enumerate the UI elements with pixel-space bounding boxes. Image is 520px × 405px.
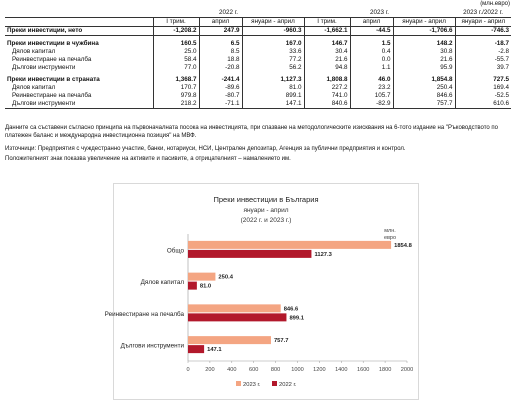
legend-swatch: [272, 381, 277, 386]
bar-2023: [188, 273, 215, 281]
row-label: Дялов капитал: [12, 48, 56, 55]
table-row: [5, 92, 511, 100]
table-cell: 39.7: [455, 64, 511, 72]
x-tick-label: 1200: [313, 367, 326, 373]
table-cell: 21.6: [393, 56, 455, 64]
bar-value-label: 1127.3: [314, 251, 332, 258]
table-cell: 741.0: [304, 92, 350, 100]
group-2022: 2022 г.: [218, 9, 239, 16]
table-cell: 30.4: [304, 48, 350, 56]
table-cell: 81.0: [242, 84, 304, 92]
table-cell: 1,368.7: [153, 76, 199, 84]
table-cell: 25.0: [153, 48, 199, 56]
category-label: Общо: [166, 247, 184, 255]
table-cell: 160.5: [153, 40, 199, 48]
x-tick-label: 200: [205, 367, 215, 373]
bar-value-label: 250.4: [218, 274, 233, 281]
table-cell: -960.3: [242, 27, 304, 36]
unit-label-line2: евро: [383, 235, 397, 241]
column-header: I трим.: [304, 18, 350, 27]
table-cell: 46.0: [350, 76, 393, 84]
column-header: януари - април: [393, 18, 455, 27]
table-cell: -20.8: [199, 64, 242, 72]
x-tick-label: 1400: [335, 367, 348, 373]
table-row: [5, 76, 511, 84]
x-tick-label: 400: [227, 367, 237, 373]
bar-value-label: 757.7: [273, 338, 289, 345]
column-header-blank: [5, 18, 153, 27]
x-tick-label: 1800: [378, 367, 392, 373]
fdi-bar-chart: [104, 184, 418, 399]
row-label: Реинвестиране на печалба: [12, 92, 92, 99]
unit-label-line1: млн.: [384, 228, 396, 234]
table-cell: 8.5: [199, 48, 242, 56]
table-cell: 33.6: [242, 48, 304, 56]
table-cell: 167.0: [242, 40, 304, 48]
investment-table: [5, 9, 511, 109]
table-cell: 105.7: [350, 92, 393, 100]
table-cell: -18.7: [455, 40, 511, 48]
table-cell: 0.0: [350, 56, 393, 64]
table-cell: 95.9: [393, 64, 455, 72]
table-cell: 148.2: [393, 40, 455, 48]
bar-2022: [188, 250, 311, 258]
table-cell: 1,127.3: [242, 76, 304, 84]
table-cell: 58.4: [153, 56, 199, 64]
column-header: април: [199, 18, 242, 27]
table-cell: 56.2: [242, 64, 304, 72]
chart-frame: [104, 183, 419, 400]
table-cell: 757.7: [393, 100, 455, 109]
table-cell: -82.9: [350, 100, 393, 109]
bar-value-label: 81.0: [199, 283, 212, 290]
bar-2023: [188, 336, 271, 344]
table-cell: 0.4: [350, 48, 393, 56]
bar-2023: [188, 241, 391, 249]
chart-subtitle: януари - април: [243, 207, 289, 214]
x-tick-label: 2000: [400, 367, 414, 373]
column-header: януари - април: [455, 18, 511, 27]
chart-subtitle-years: (2022 г. и 2023 г.): [240, 217, 292, 224]
bar-value-label: 846.6: [283, 306, 299, 313]
bar-2023: [188, 304, 281, 312]
group-change: 2023 г./2022 г.: [455, 9, 511, 18]
table-cell: -44.5: [350, 27, 393, 36]
table-cell: 21.6: [304, 56, 350, 64]
table-cell: 77.0: [153, 64, 199, 72]
legend-swatch: [236, 381, 241, 386]
table-cell: 6.5: [199, 40, 242, 48]
bar-2022: [188, 313, 286, 321]
category-label: Дългови инструменти: [120, 342, 184, 350]
row-label: Дялов капитал: [12, 84, 56, 91]
table-cell: 147.1: [242, 100, 304, 109]
table-group-header: [5, 9, 511, 18]
row-label: Преки инвестиции в страната: [7, 76, 100, 83]
table-cell: 218.2: [153, 100, 199, 109]
table-row: [5, 100, 511, 109]
table-row: [5, 27, 511, 36]
note-sources: Източници: Предприятия с чуждестранно участие, банки, нотариуси, НСИ, Централен депозитар, Агенция за публични предприятия и контрол.: [5, 146, 406, 152]
column-header: I трим.: [153, 18, 199, 27]
table-cell: 247.9: [199, 27, 242, 36]
table-cell: -1,706.6: [393, 27, 455, 36]
table-cell: 169.4: [455, 84, 511, 92]
row-label: Преки инвестиции, нето: [5, 27, 153, 36]
unit-note: (млн.евро): [480, 1, 510, 7]
table-cell: -241.4: [199, 76, 242, 84]
column-header: април: [350, 18, 393, 27]
table-cell: 1,808.8: [304, 76, 350, 84]
table-cell: 899.1: [242, 92, 304, 100]
table-cell: 170.7: [153, 84, 199, 92]
column-header: януари - април: [242, 18, 304, 27]
table-cell: 250.4: [393, 84, 455, 92]
x-tick-label: 600: [249, 367, 259, 373]
row-label: Дългови инструменти: [5, 100, 153, 109]
table-row: [5, 84, 511, 92]
table-cell: 146.7: [304, 40, 350, 48]
table-row: [5, 64, 511, 72]
table-cell: 77.2: [242, 56, 304, 64]
table-row: [5, 56, 511, 64]
bar-2022: [188, 282, 197, 290]
note-methodology: Данните са съставени съгласно принципа на първоначалната посока на инвестицията, при спазване на методологическите изисквания на 6-тото издание на "Ръководството по платежен баланс и международна инвестиционна позиция" на МВФ.: [5, 125, 498, 139]
table-cell: -52.5: [455, 92, 511, 100]
bar-value-label: 147.1: [207, 347, 222, 354]
legend-label: 2022 г.: [279, 382, 297, 388]
row-label: Реинвестиране на печалба: [12, 56, 92, 63]
table-cell: -2.8: [455, 48, 511, 56]
table-cell: -71.1: [199, 100, 242, 109]
table-row: [5, 40, 511, 48]
table-cell: 1.5: [350, 40, 393, 48]
table-cell: 227.2: [304, 84, 350, 92]
table-cell: 94.8: [304, 64, 350, 72]
table-cell: 18.8: [199, 56, 242, 64]
row-label: Преки инвестиции в чужбина: [7, 40, 99, 47]
table-cell: 23.2: [350, 84, 393, 92]
x-tick-label: 800: [270, 367, 281, 373]
bar-value-label: 899.1: [289, 315, 304, 322]
x-tick-label: 1600: [356, 367, 370, 373]
table-cell: 30.8: [393, 48, 455, 56]
table-column-header: [5, 18, 511, 27]
chart-title: Преки инвестиции в България: [213, 195, 319, 204]
table-cell: 727.5: [455, 76, 511, 84]
table-cell: -55.7: [455, 56, 511, 64]
table-cell: 1,854.8: [393, 76, 455, 84]
table-cell: -1,208.2: [153, 27, 199, 36]
table-cell: -746.3: [455, 27, 511, 36]
table-cell: 840.6: [304, 100, 350, 109]
table-cell: 1.1: [350, 64, 393, 72]
x-tick-label: 1000: [291, 367, 304, 373]
legend-label: 2023 г.: [243, 382, 261, 388]
table-cell: 610.6: [455, 100, 511, 109]
table-cell: 979.8: [153, 92, 199, 100]
bar-value-label: 1854.8: [394, 242, 412, 249]
table-cell: -1,662.1: [304, 27, 350, 36]
x-tick-label: 0: [186, 367, 190, 373]
bar-2022: [188, 345, 204, 353]
table-cell: -80.7: [199, 92, 242, 100]
category-label: Дялов капитал: [140, 279, 184, 287]
group-2023: 2023 г.: [370, 9, 390, 16]
table-row: [5, 48, 511, 56]
category-label: Реинвестиране на печалба: [104, 310, 184, 318]
note-sign: Положителният знак показва увеличение на активите и пасивите, а отрицателният – намалението им.: [5, 156, 291, 162]
table-cell: -89.6: [199, 84, 242, 92]
table-cell: 846.6: [393, 92, 455, 100]
row-label: Дългови инструменти: [12, 64, 76, 71]
